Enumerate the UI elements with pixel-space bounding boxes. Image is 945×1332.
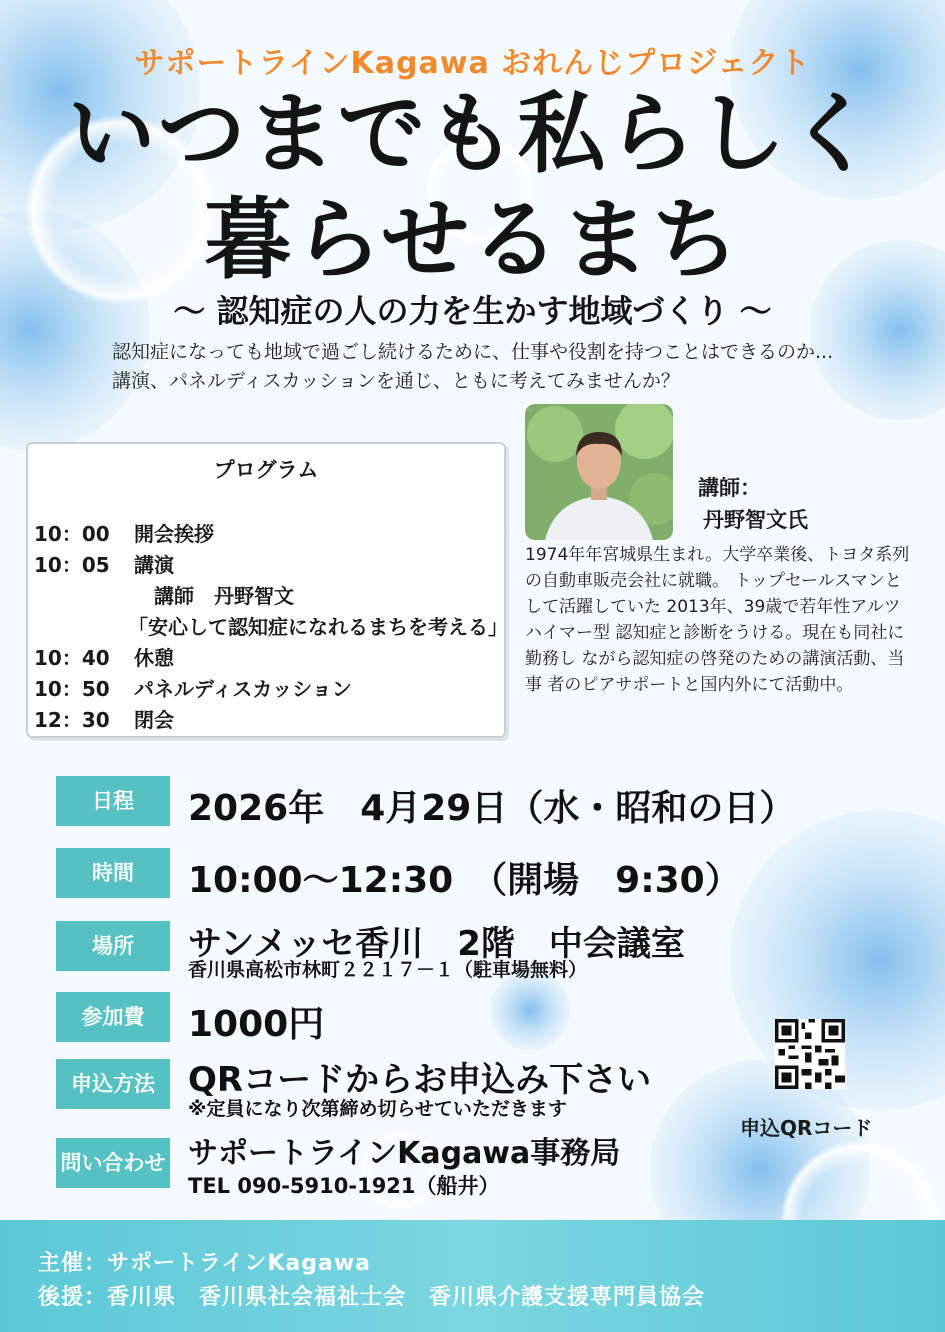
lecturer-label: 講師： bbox=[698, 476, 761, 500]
venue-address: 香川県高松市林町２２１７－１（駐車場無料） bbox=[188, 959, 588, 981]
program-item: 10：00 開会挨拶 bbox=[34, 522, 214, 546]
apply-label: 申込方法 bbox=[56, 1059, 170, 1109]
contact-tel: TEL 090-5910-1921（船井） bbox=[188, 1174, 500, 1198]
venue-label: 場所 bbox=[56, 921, 170, 971]
contact-label: 問い合わせ bbox=[56, 1138, 170, 1188]
contact-value: サポートラインKagawa事務局 bbox=[188, 1136, 621, 1171]
apply-note: ※定員になり次第締め切らせていただきます bbox=[188, 1098, 567, 1120]
program-item: 12：30 閉会 bbox=[34, 708, 174, 732]
program-item: 10：40 休憩 bbox=[34, 646, 174, 670]
support-text: 後援：香川県 香川県社会福祉士会 香川県介護支援専門員協会 bbox=[38, 1285, 706, 1310]
lecturer-name: 丹野智文氏 bbox=[703, 508, 808, 532]
program-title: プログラム bbox=[213, 458, 319, 482]
lecturer-bio: 1974年年宮城県生まれ。大学卒業後、トヨタ系列の自動車販売会社に就職。 トップセールスマンとして活躍していた 2013年、39歳で若年性アルツハイマー型 認知症と診断をうける。現在も同社に勤務し ながら認知症の啓発のための講演活動、当事 者のピアサポートと国内外にて活動中。 bbox=[525, 545, 910, 695]
date-label: 日程 bbox=[56, 776, 170, 826]
qr-label: 申込QRコード bbox=[740, 1116, 873, 1140]
fee-label: 参加費 bbox=[56, 992, 170, 1042]
program-item: 10：50 パネルディスカッション bbox=[34, 677, 352, 701]
host-text: 主催：サポートラインKagawa bbox=[38, 1251, 371, 1276]
intro-text: 認知症になっても地域で過ごし続けるために、仕事や役割を持つことはできるのか...講演、パネルディスカッションを通じ、ともに考えてみませんか？ bbox=[112, 341, 834, 392]
footer bbox=[0, 1220, 945, 1332]
time-label: 時間 bbox=[56, 848, 170, 898]
program-box bbox=[26, 442, 506, 738]
project-name: サポートラインKagawa おれんじプロジェクト bbox=[134, 46, 811, 81]
fee-value: 1000円 bbox=[188, 1004, 325, 1045]
program-item: 10：05 講演 bbox=[34, 553, 174, 577]
date-value: 2026年 4月29日（水・昭和の日） bbox=[188, 788, 796, 829]
event-subtitle: 〜 認知症の人の力を生かす地域づくり 〜 bbox=[173, 292, 772, 330]
qr-code[interactable] bbox=[775, 1019, 845, 1089]
program-item: 「安心して認知症になれるまちを考える」 bbox=[128, 615, 508, 639]
apply-value: QRコードからお申込み下さい bbox=[188, 1060, 652, 1100]
time-value: 10:00〜12:30 （開場 9:30） bbox=[188, 860, 741, 901]
venue-value: サンメッセ香川 2階 中会議室 bbox=[188, 924, 685, 964]
program-item: 講師 丹野智文 bbox=[134, 584, 294, 608]
lecturer-photo bbox=[525, 404, 673, 540]
main-title-line1: いつまでも私らしく bbox=[67, 82, 878, 185]
main-title-line2: 暮らせるまち bbox=[203, 188, 742, 291]
